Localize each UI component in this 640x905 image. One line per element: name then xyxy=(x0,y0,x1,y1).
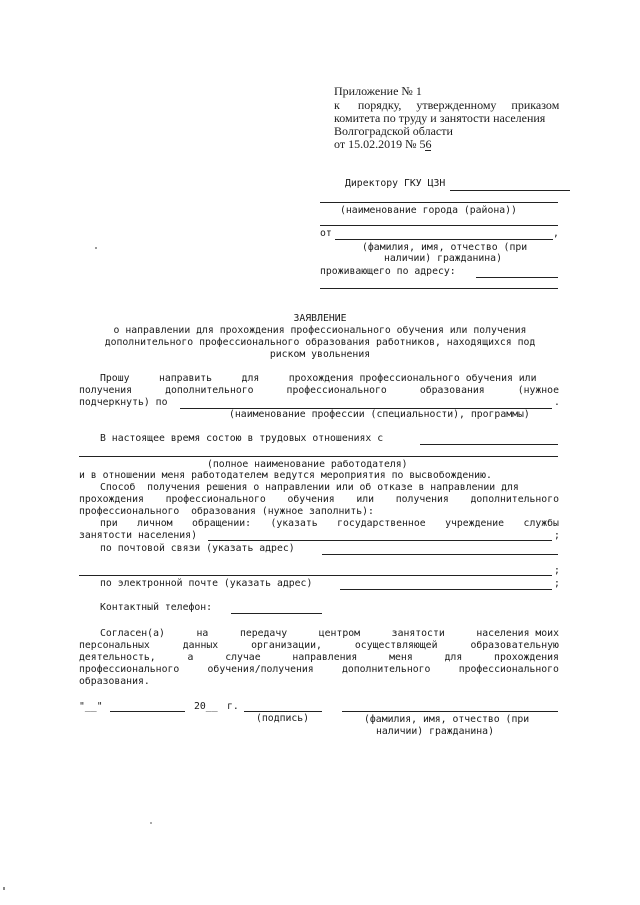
employment-line-2: и в отношении меня работодателем ведутся мероприятия по высвобождению. xyxy=(79,470,492,481)
method-personal-line: при личном обращении: (указать государственное учреждение службы xyxy=(100,518,559,529)
appendix-line-1: к порядку, утвержденному приказом xyxy=(334,98,560,112)
date-year[interactable]: 20__ xyxy=(194,701,218,712)
appendix-title: Приложение № 1 xyxy=(334,84,422,98)
method-line-2: прохождения профессионального обучения или получения дополнительного xyxy=(79,494,559,505)
signature-field[interactable] xyxy=(244,711,322,712)
email-semicolon: ; xyxy=(554,578,560,589)
employer-field-1[interactable] xyxy=(420,444,558,445)
consent-line-1: Согласен(а) на передачу центром занятости населения моих xyxy=(100,628,559,639)
method-personal-line-2: занятости населения) xyxy=(79,530,197,541)
phone-label: Контактный телефон: xyxy=(100,602,213,613)
postal-address-field-2[interactable] xyxy=(79,575,552,576)
personal-office-field[interactable] xyxy=(208,540,552,541)
method-line-1: Способ получения решения о направлении или об отказе в направлении для xyxy=(100,482,519,493)
consent-line-5: образования. xyxy=(79,676,150,687)
employer-field-2[interactable] xyxy=(79,456,558,457)
method-line-3: профессионального образования (нужное заполнить): xyxy=(79,506,374,517)
residence-field-1[interactable] xyxy=(476,277,558,278)
application-subtitle-1: о направлении для прохождения профессионального обучения или получения xyxy=(113,325,527,336)
profession-caption: (наименование профессии (специальности), программы) xyxy=(229,409,530,420)
scan-speck xyxy=(95,247,97,249)
appendix-number-underline xyxy=(425,150,431,151)
from-label: от xyxy=(320,228,332,239)
employer-caption: (полное наименование работодателя) xyxy=(207,459,408,470)
application-title: ЗАЯВЛЕНИЕ xyxy=(293,313,347,324)
signature-caption: (подпись) xyxy=(256,713,310,724)
method-post-label: по почтовой связи (указать адрес) xyxy=(100,543,295,554)
request-period: . xyxy=(554,397,560,408)
postal-address-field-1[interactable] xyxy=(322,554,558,555)
applicant-fio-caption-2: наличии) гражданина) xyxy=(384,253,502,264)
method-email-label: по электронной почте (указать адрес) xyxy=(100,578,313,589)
date-year-suffix: г. xyxy=(227,701,239,712)
signer-fio-caption-2: наличии) гражданина) xyxy=(376,726,494,737)
director-label: Директору ГКУ ЦЗН xyxy=(345,178,446,189)
director-name-field[interactable] xyxy=(450,190,570,191)
signer-fio-caption-1: (фамилия, имя, отчество (при xyxy=(364,714,530,725)
residence-label: проживающего по адресу: xyxy=(320,266,456,277)
scan-speck xyxy=(3,887,5,890)
post-semicolon: ; xyxy=(554,565,560,576)
request-line-2: получения дополнительного профессионального образования (нужное xyxy=(79,385,559,396)
consent-line-3: деятельность, а случае направления меня для прохождения xyxy=(79,652,559,663)
date-month-field[interactable] xyxy=(110,711,185,712)
personal-semicolon: ; xyxy=(554,530,560,541)
consent-line-4: профессионального обучения/получения дополнительного профессионального xyxy=(79,664,559,675)
city-caption: (наименование города (района)) xyxy=(340,205,517,216)
applicant-field-2[interactable] xyxy=(335,239,553,240)
signer-name-field[interactable] xyxy=(342,711,558,712)
request-line-1: Прошу направить для прохождения профессионального обучения или xyxy=(100,373,537,384)
employment-line-1: В настоящее время состою в трудовых отношениях с xyxy=(100,433,384,444)
consent-line-2: персональных данных организации, осуществляющей образовательную xyxy=(79,640,559,651)
phone-field[interactable] xyxy=(231,613,322,614)
request-line-3: подчеркнуть) по xyxy=(79,397,168,408)
appendix-line-3: Волгоградской области xyxy=(334,124,453,138)
application-subtitle-3: риском увольнения xyxy=(269,349,371,360)
applicant-fio-caption-1: (фамилия, имя, отчество (при xyxy=(362,242,528,253)
residence-field-2[interactable] xyxy=(320,288,558,289)
email-address-field[interactable] xyxy=(340,589,552,590)
scan-speck xyxy=(150,822,152,824)
applicant-field-1[interactable] xyxy=(320,225,558,226)
appendix-line-2: комитета по труду и занятости населения xyxy=(334,111,546,125)
appendix-line-4: от 15.02.2019 № 56 xyxy=(334,137,432,151)
from-comma: , xyxy=(553,228,559,239)
application-subtitle-2: дополнительного профессионального образования работников, находящихся под xyxy=(104,337,536,348)
city-field[interactable] xyxy=(320,202,558,203)
date-day[interactable]: "__" xyxy=(79,701,103,712)
